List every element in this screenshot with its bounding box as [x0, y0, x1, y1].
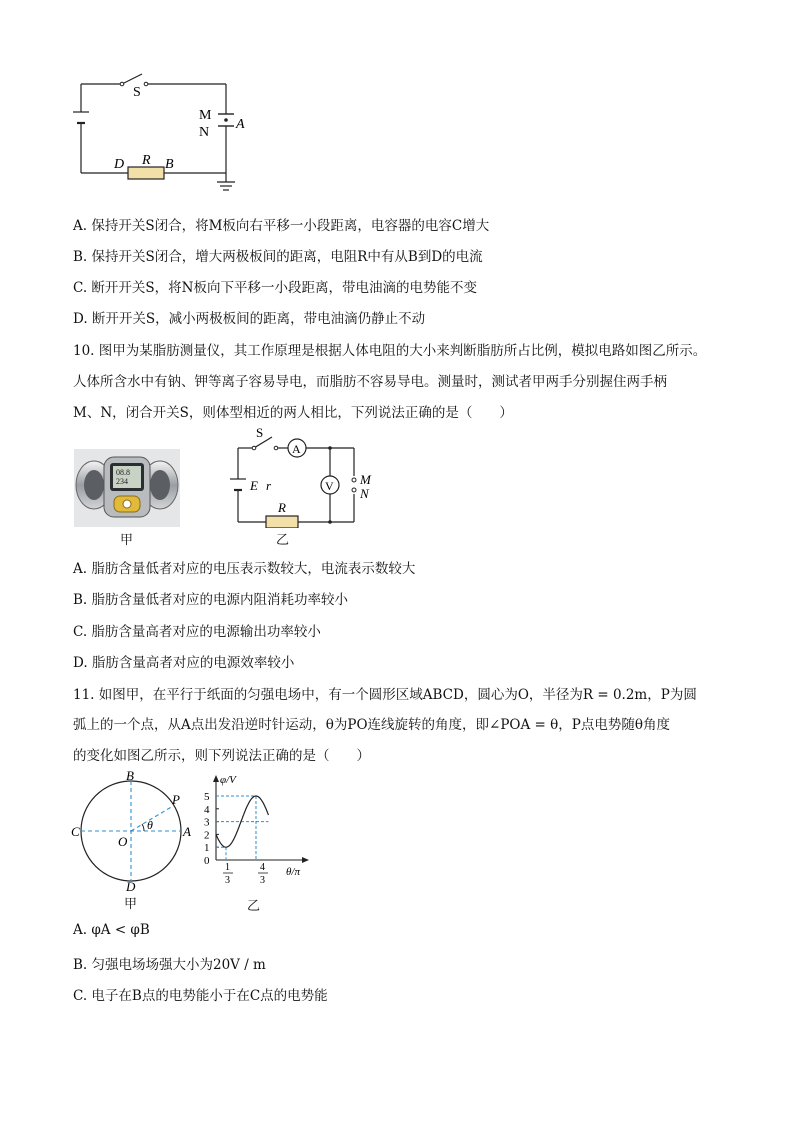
- q11-stem-line-1: 11. 如图甲，在平行于纸面的匀强电场中，有一个圆形区域ABCD，圆心为O，半径为R = 0.2m，P为圆: [73, 687, 697, 703]
- potential-graph: [198, 772, 312, 894]
- y-axis-label: φ/V: [220, 774, 236, 786]
- angle-arc: [142, 824, 144, 831]
- q11-option-c: C. 电子在B点的电势能小于在C点的电势能: [73, 988, 328, 1004]
- y-tick-label: 4: [204, 803, 210, 816]
- x-tick-1-numerator: 1: [225, 862, 230, 873]
- switch-s-label: S: [256, 425, 264, 440]
- x-axis-arrow: [302, 857, 309, 863]
- resistor-r-label: R: [278, 500, 286, 515]
- resistor: [128, 167, 164, 179]
- q10-option-b: B. 脂肪含量低者对应的电源内阻消耗功率较小: [73, 592, 349, 608]
- q10-option-c: C. 脂肪含量高者对应的电源输出功率较小: [73, 624, 321, 640]
- q11-option-a: A. φA < φB: [73, 922, 150, 938]
- q9-option-a: A. 保持开关S闭合，将M板向右平移一小段距离，电容器的电容C增大: [73, 218, 490, 234]
- q11-stem-line-2: 弧上的一个点，从A点出发沿逆时针运动，θ为PO连线旋转的角度，即∠POA = θ，P点电势随θ角度: [73, 717, 670, 733]
- q11-stem-line-3: 的变化如图乙所示，则下列说法正确的是（ ）: [73, 748, 370, 764]
- plate-n-label: N: [199, 125, 210, 140]
- switch-label: S: [133, 85, 141, 100]
- label-theta: θ: [147, 818, 153, 832]
- q11-option-b: B. 匀强电场场强大小为20V / m: [73, 957, 266, 973]
- circuit-caption: 乙: [276, 533, 290, 548]
- q10-option-a: A. 脂肪含量低者对应的电压表示数较大，电流表示数较大: [73, 561, 416, 577]
- plate-m-label: M: [199, 108, 212, 123]
- label-p: P: [172, 792, 180, 807]
- x-tick-2-denominator: 3: [260, 875, 265, 886]
- device-caption: 甲: [120, 533, 134, 548]
- circle-caption: 甲: [124, 897, 138, 912]
- q10-stem-line-3: M、N，闭合开关S，则体型相近的两人相比，下列说法正确的是（ ）: [73, 405, 513, 421]
- y-tick-label: 1: [204, 842, 210, 855]
- resistor-label: R: [142, 153, 151, 168]
- y-axis-arrow: [213, 775, 219, 782]
- capacitor-circuit-figure: [70, 66, 250, 196]
- internal-resistance-label: r: [266, 478, 272, 493]
- circle-region-figure: [70, 770, 196, 892]
- terminal-n: [352, 488, 356, 492]
- ammeter-label: A: [292, 442, 301, 456]
- oil-droplet: [224, 118, 228, 122]
- label-o: O: [118, 834, 128, 849]
- point-b-label: B: [165, 157, 174, 172]
- fat-meter-circuit-figure: [226, 424, 390, 528]
- y-tick-label: 2: [204, 829, 210, 842]
- label-a: A: [183, 824, 191, 839]
- y-tick-label: 5: [204, 791, 210, 803]
- graph-caption: 乙: [247, 899, 261, 914]
- fat-meter-device-image: [74, 449, 180, 527]
- display-reading-2: 234: [116, 477, 128, 486]
- display-reading-1: 08.8: [116, 468, 130, 477]
- q10-stem-line-1: 10. 图甲为某脂肪测量仪，其工作原理是根据人体电阻的大小来判断脂肪所占比例，模拟电路如图乙所示。: [73, 343, 707, 359]
- terminal-m: [352, 478, 356, 482]
- label-d: D: [126, 879, 136, 892]
- q9-option-d: D. 断开开关S，减小两极板间的距离，带电油滴仍静止不动: [73, 311, 426, 327]
- label-c: C: [71, 824, 80, 839]
- q9-option-c: C. 断开开关S，将N板向下平移一小段距离，带电油滴的电势能不变: [73, 280, 477, 296]
- q10-stem-line-2: 人体所含水中有钠、钾等离子容易导电，而脂肪不容易导电。测量时，测试者甲两手分别握住两手柄: [73, 374, 667, 390]
- terminal-m-label: M: [360, 472, 371, 487]
- q10-option-d: D. 脂肪含量高者对应的电源效率较小: [73, 655, 295, 671]
- ground-icon: [217, 182, 235, 190]
- voltmeter-label: V: [325, 479, 334, 493]
- x-tick-1-denominator: 3: [225, 875, 230, 886]
- label-b: B: [126, 770, 134, 783]
- resistor-r: [266, 516, 298, 528]
- point-a-label: A: [236, 117, 245, 132]
- y-tick-label: 0: [204, 855, 210, 867]
- y-tick-label: 3: [204, 816, 210, 829]
- q9-option-b: B. 保持开关S闭合，增大两极板间的距离，电阻R中有从B到D的电流: [73, 249, 483, 265]
- emf-label: E: [250, 478, 258, 493]
- x-axis-label: θ/π: [286, 866, 300, 878]
- x-tick-2-numerator: 4: [260, 862, 265, 873]
- point-d-label: D: [114, 157, 125, 172]
- terminal-n-label: N: [360, 486, 369, 501]
